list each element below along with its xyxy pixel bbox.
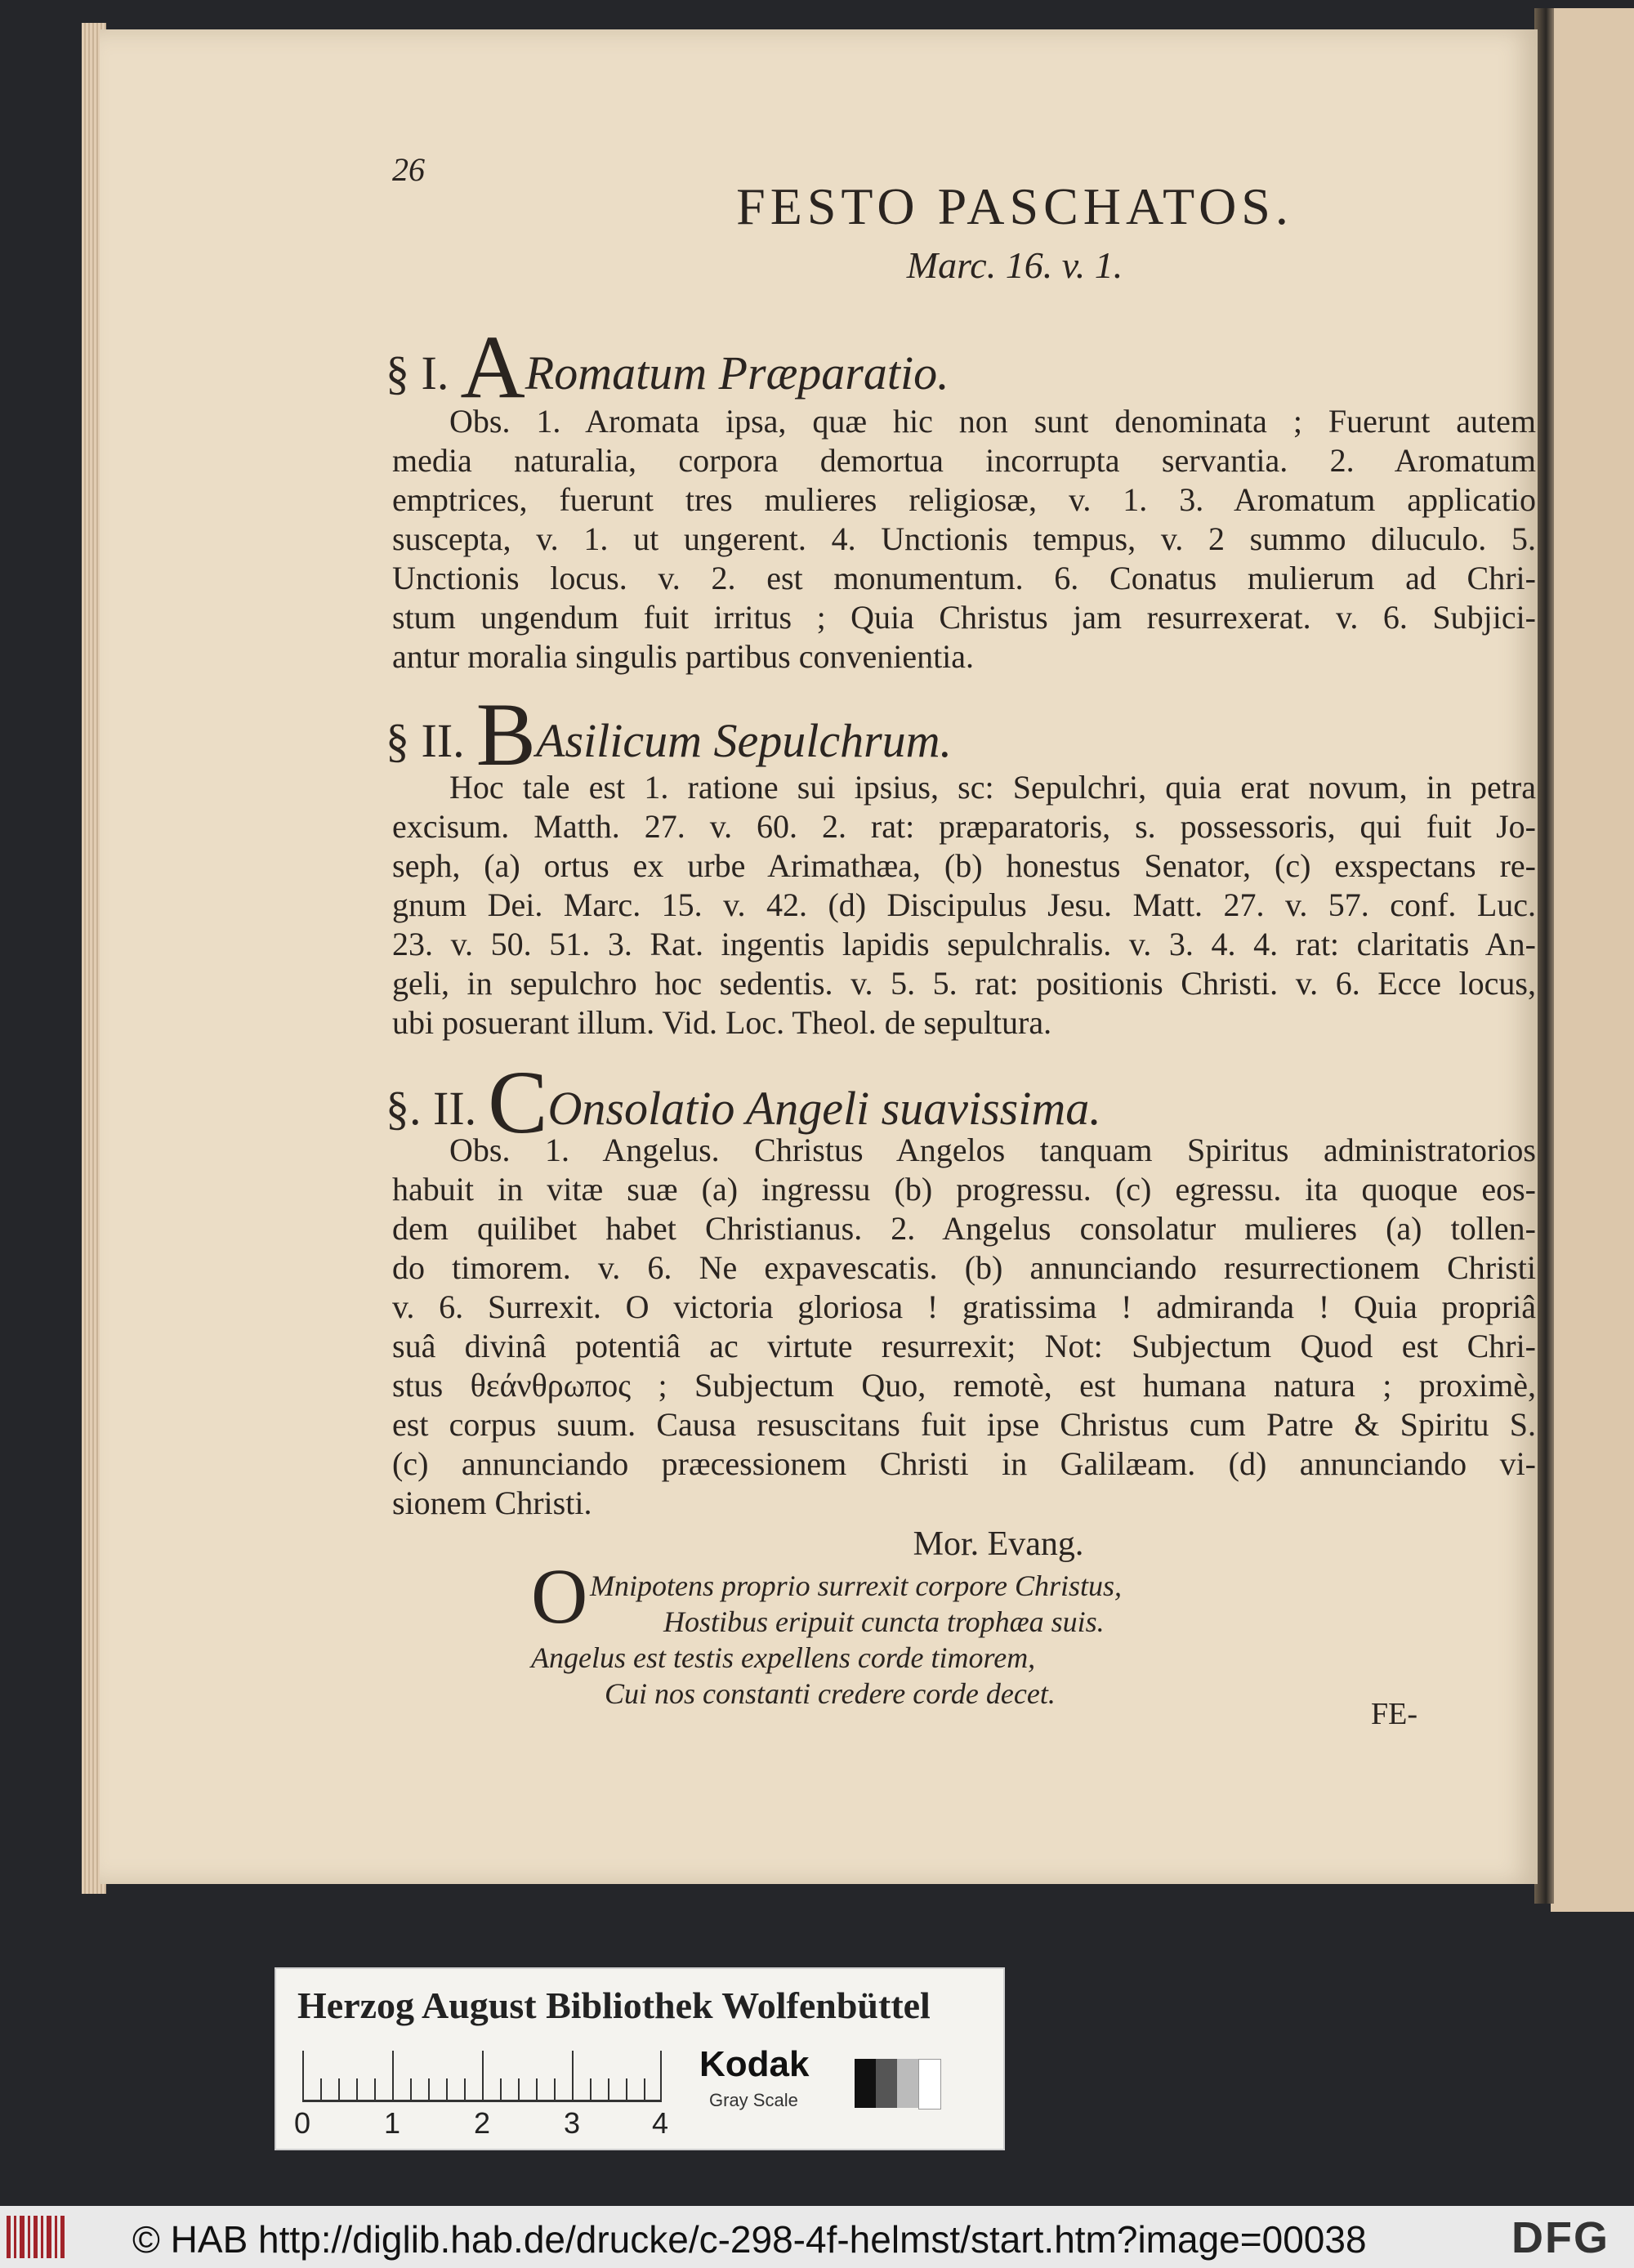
poem-line: Mnipotens proprio surrexit corpore Christus, xyxy=(590,1569,1123,1602)
section-title-text: Romatum Præparatio. xyxy=(525,346,949,400)
body-line: Unctionis locus. v. 2. est monumentum. 6. Conatus mulierum ad Chri- xyxy=(392,560,1536,596)
body-line: emptrices, fuerunt tres mulieres religiosæ, v. 1. 3. Aromatum applicatio xyxy=(392,481,1536,518)
body-line: Obs. 1. Angelus. Christus Angelos tanquam Spiritus administratorios xyxy=(449,1132,1536,1168)
page-heading: FESTO PASCHATOS. xyxy=(736,177,1293,235)
gray-scale-label: Gray Scale xyxy=(709,2090,798,2110)
body-line: stus θεάνθρωπος ; Subjectum Quo, remotè, est humana natura ; proximè, xyxy=(392,1367,1536,1404)
section-initial: B xyxy=(475,685,537,784)
ruler-number: 2 xyxy=(474,2106,491,2140)
ruler-scale xyxy=(302,2051,662,2102)
body-line: media naturalia, corpora demortua incorrupta servantia. 2. Aromatum xyxy=(392,442,1536,479)
moral-title: Mor. Evang. xyxy=(913,1525,1084,1563)
body-line: 23. v. 50. 51. 3. Rat. ingentis lapidis sepulchralis. v. 3. 4. 4. rat: claritatis An- xyxy=(392,926,1536,962)
source-url[interactable]: © HAB http://diglib.hab.de/drucke/c-298-4f-helmst/start.htm?image=00038 xyxy=(132,2218,1367,2261)
poem-initial: O xyxy=(531,1552,588,1640)
body-line: antur moralia singulis partibus convenientia. xyxy=(392,638,975,675)
gray-swatch-white xyxy=(918,2059,941,2110)
gray-swatch-black xyxy=(855,2059,876,2108)
body-line: excisum. Matth. 27. v. 60. 2. rat: præparatoris, s. possessoris, qui fuit Jo- xyxy=(392,808,1536,845)
gray-swatch-dark xyxy=(876,2059,897,2108)
body-line: geli, in sepulchro hoc sedentis. v. 5. 5. rat: positionis Christi. v. 6. Ecce locus, xyxy=(392,965,1536,1002)
library-name: Herzog August Bibliothek Wolfenbüttel xyxy=(297,1984,931,2026)
footer-bar xyxy=(0,2206,1634,2268)
body-line: seph, (a) ortus ex urbe Arimathæa, (b) honestus Senator, (c) exspectans re- xyxy=(392,847,1536,884)
section-number: § I. xyxy=(386,346,449,400)
body-line: sionem Christi. xyxy=(392,1484,592,1521)
barcode-icon xyxy=(7,2216,65,2258)
body-line: Obs. 1. Aromata ipsa, quæ hic non sunt denominata ; Fuerunt autem xyxy=(449,403,1536,440)
section-number: § II. xyxy=(386,714,465,767)
poem-line: Hostibus eripuit cuncta trophæa suis. xyxy=(663,1605,1105,1638)
section-initial: A xyxy=(460,317,525,417)
kodak-logo: Kodak xyxy=(699,2044,810,2084)
body-line: habuit in vitæ suæ (a) ingressu (b) progressu. (c) egressu. ita quoque eos- xyxy=(392,1171,1536,1208)
body-line: suscepta, v. 1. ut ungerent. 4. Unctionis tempus, v. 2 summo diluculo. 5. xyxy=(392,520,1536,557)
body-line: est corpus suum. Causa resuscitans fuit ipse Christus cum Patre & Spiritu S. xyxy=(392,1406,1536,1443)
body-line: (c) annunciando præcessionem Christi in Galilæam. (d) annunciando vi- xyxy=(392,1445,1536,1482)
ruler-number: 3 xyxy=(564,2106,581,2140)
ruler-number: 0 xyxy=(294,2106,311,2140)
library-scale-card xyxy=(275,1967,1005,2150)
catch-word: FE- xyxy=(1371,1697,1417,1731)
gray-swatch-light xyxy=(897,2059,918,2108)
page-number: 26 xyxy=(392,151,425,188)
facing-page-edge xyxy=(1551,8,1634,1912)
body-line: do timorem. v. 6. Ne expavescatis. (b) annunciando resurrectionem Christi xyxy=(392,1249,1536,1286)
body-line: v. 6. Surrexit. O victoria gloriosa ! gratissima ! admiranda ! Quia propriâ xyxy=(392,1288,1536,1325)
body-line: suâ divinâ potentiâ ac virtute resurrexit; Not: Subjectum Quod est Chri- xyxy=(392,1328,1536,1364)
poem-line: Cui nos constanti credere corde decet. xyxy=(605,1677,1056,1710)
body-line: dem quilibet habet Christianus. 2. Angelus consolatur mulieres (a) tollen- xyxy=(392,1210,1536,1247)
poem-line: Angelus est testis expellens corde timorem, xyxy=(531,1641,1036,1674)
page-subheading: Marc. 16. v. 1. xyxy=(906,244,1123,286)
dfg-logo: DFG xyxy=(1511,2213,1609,2262)
body-line: ubi posuerant illum. Vid. Loc. Theol. de sepultura. xyxy=(392,1004,1052,1041)
body-line: stum ungendum fuit irritus ; Quia Christus jam resurrexerat. v. 6. Subjici- xyxy=(392,599,1536,636)
section-title-text: Asilicum Sepulchrum. xyxy=(536,714,953,767)
section-initial: C xyxy=(488,1052,548,1152)
ruler-number: 1 xyxy=(384,2106,401,2140)
body-line: Hoc tale est 1. ratione sui ipsius, sc: Sepulchri, quia erat novum, in petra xyxy=(449,769,1536,806)
body-line: gnum Dei. Marc. 15. v. 42. (d) Discipulus Jesu. Matt. 27. v. 57. conf. Luc. xyxy=(392,886,1536,923)
section-number: §. II. xyxy=(386,1082,477,1135)
ruler-number: 4 xyxy=(652,2106,669,2140)
book-page xyxy=(100,29,1538,1884)
section-title-text: Onsolatio Angeli suavissima. xyxy=(547,1082,1101,1135)
